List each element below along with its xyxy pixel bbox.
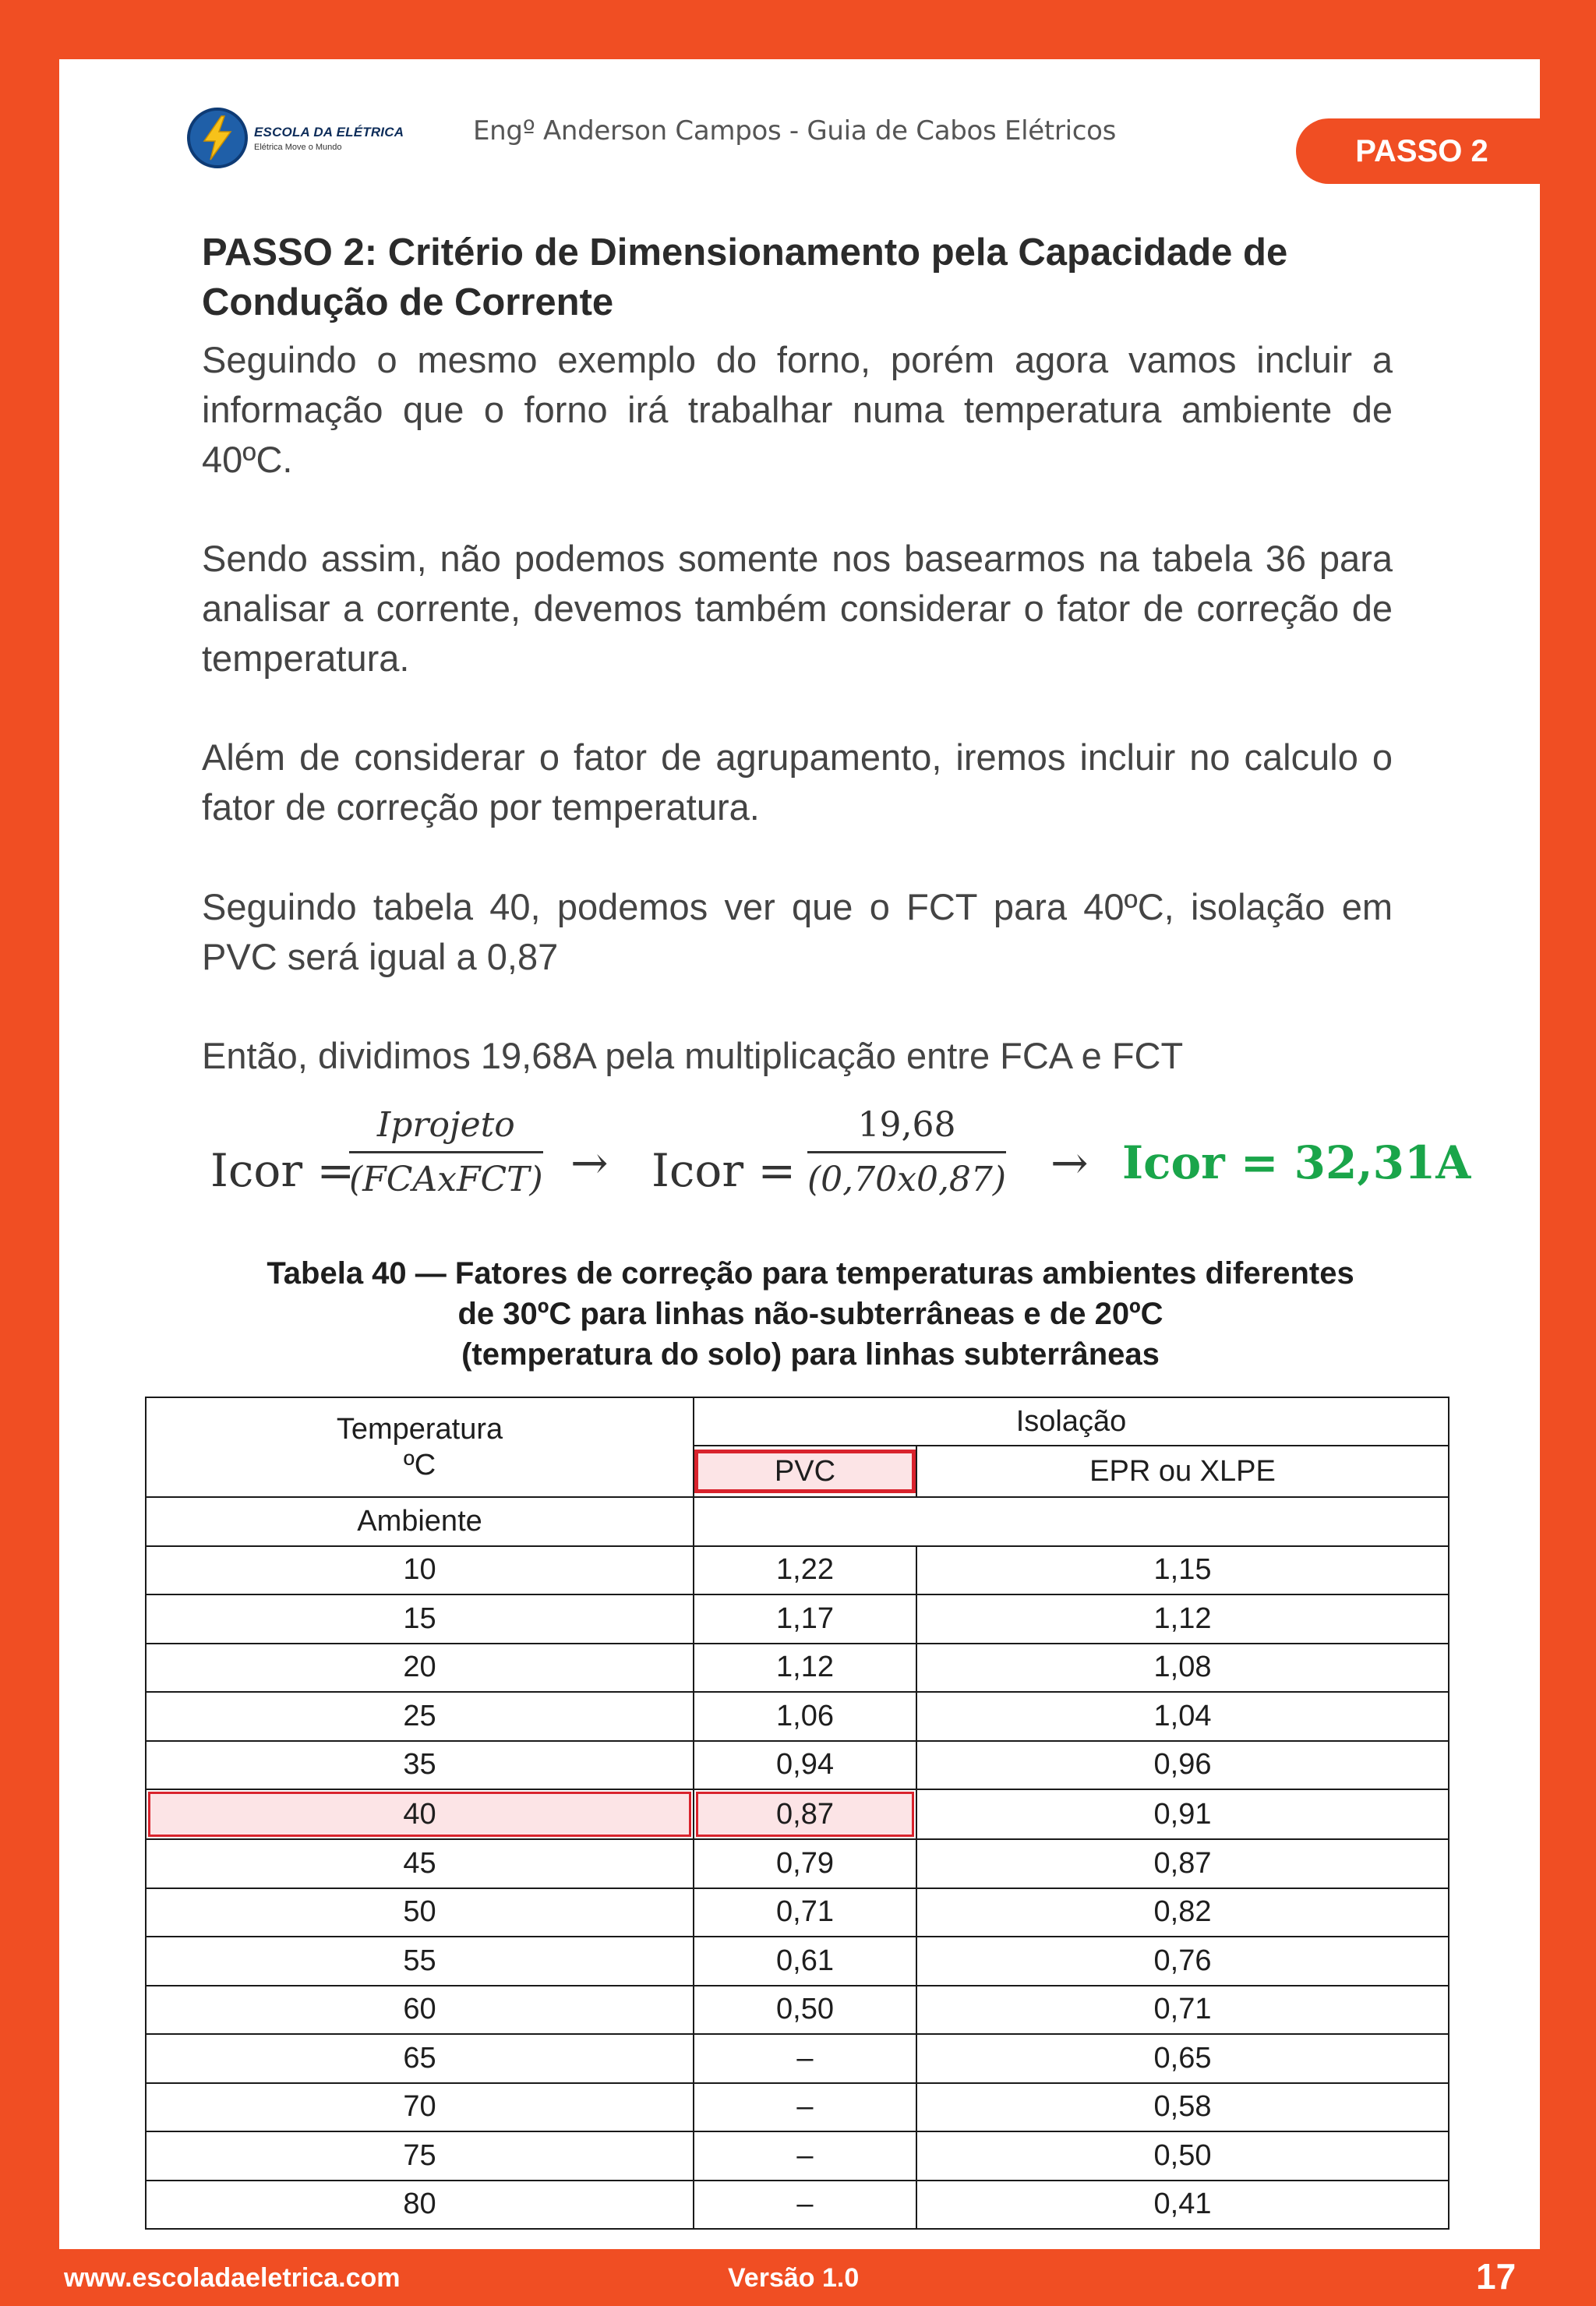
logo-subtitle: Elétrica Move o Mundo (254, 142, 342, 152)
cell-pvc (694, 1937, 916, 1986)
cell-temp (146, 2181, 694, 2230)
cell-epr (916, 1888, 1449, 1937)
paragraph-1: Seguindo o mesmo exemplo do forno, porém agora vamos incluir a informação que o forno irá trabalhar numa temperatura ambiente de 40ºC. (202, 339, 1393, 480)
cell-pvc-value: 0,71 (776, 1895, 834, 1929)
cell-pvc (694, 1546, 916, 1595)
cell-pvc-value: 1,22 (776, 1553, 834, 1587)
table-caption-line-3: (temperatura do solo) para linhas subterrâneas (461, 1337, 1160, 1372)
header-temperatura (146, 1397, 694, 1497)
logo (187, 108, 404, 168)
cell-epr (916, 1594, 1449, 1644)
cell-pvc-value: – (796, 2138, 814, 2172)
cell-epr (916, 1839, 1449, 1888)
cell-temp-value: 35 (403, 1748, 436, 1782)
table-row (146, 2083, 1449, 2132)
cell-epr-value: 0,96 (1153, 1748, 1212, 1782)
cell-temp-value: 10 (403, 1553, 436, 1587)
cell-epr-value: 0,87 (1153, 1846, 1212, 1880)
footer-version: Versão 1.0 (728, 2263, 860, 2293)
cell-pvc (694, 1644, 916, 1693)
cell-epr-value: 0,58 (1153, 2090, 1212, 2124)
header-ambiente: Ambiente (146, 1497, 694, 1546)
cell-pvc-value: 1,17 (776, 1601, 834, 1635)
table-caption-line-1: Tabela 40 — Fatores de correção para temperaturas ambientes diferentes (267, 1256, 1354, 1291)
table-row (146, 1789, 1449, 1839)
cell-epr (916, 1692, 1449, 1741)
cell-epr (916, 2131, 1449, 2181)
cell-pvc-value: 1,12 (776, 1651, 834, 1684)
cell-epr (916, 1789, 1449, 1839)
cell-epr (916, 1546, 1449, 1595)
cell-pvc (694, 1594, 916, 1644)
table-row (146, 2131, 1449, 2181)
header-author: Engº Anderson Campos - Guia de Cabos Elétricos (473, 115, 1117, 147)
cell-pvc-value: – (796, 2090, 814, 2124)
cell-temp-value: 50 (403, 1895, 436, 1929)
cell-pvc (694, 2131, 916, 2181)
paragraph-3: Além de considerar o fator de agrupamento, iremos incluir no calculo o fator de correção por temperatura. (202, 736, 1393, 828)
cell-temp (146, 2034, 694, 2083)
table-row (146, 1986, 1449, 2035)
cell-temp (146, 2131, 694, 2181)
header-isolacao: Isolação (694, 1397, 1449, 1446)
cell-temp (146, 1546, 694, 1595)
formula-arrow-2: → (1050, 1136, 1089, 1189)
cell-epr-value: 0,50 (1153, 2138, 1212, 2172)
formula-lhs-2: Icor = (651, 1144, 796, 1197)
header-empty (694, 1497, 1449, 1546)
cell-temp-value: 15 (403, 1601, 436, 1635)
cell-temp-value: 75 (403, 2138, 436, 2172)
cell-temp (146, 1741, 694, 1790)
formula-fraction-1 (349, 1105, 543, 1199)
cell-epr (916, 1937, 1449, 1986)
table-row (146, 1741, 1449, 1790)
footer-url[interactable]: www.escoladaeletrica.com (64, 2263, 401, 2293)
header-temperatura-label: Temperatura (336, 1413, 503, 1446)
cell-epr-value: 0,65 (1153, 2041, 1212, 2075)
table-caption-line-2: de 30ºC para linhas não-subterrâneas e de 20ºC (457, 1297, 1163, 1331)
paragraph-4: Seguindo tabela 40, podemos ver que o FCT para 40ºC, isolação em PVC será igual a 0,87 (202, 886, 1393, 977)
table-row (146, 1839, 1449, 1888)
formula-numerator-1: Iprojeto (349, 1105, 543, 1153)
cell-epr (916, 2181, 1449, 2230)
cell-pvc (694, 1888, 916, 1937)
cell-temp-value: 45 (403, 1846, 436, 1880)
table-row (146, 1937, 1449, 1986)
cell-pvc-value: 0,79 (776, 1846, 834, 1880)
correction-factor-table (145, 1397, 1449, 2230)
table-row (146, 2034, 1449, 2083)
cell-epr (916, 1644, 1449, 1693)
cell-temp (146, 2083, 694, 2132)
cell-pvc (694, 1986, 916, 2035)
cell-pvc (694, 2034, 916, 2083)
page-number: 17 (1476, 2256, 1517, 2297)
formula-denominator-2: (0,70x0,87) (807, 1160, 1007, 1199)
cell-temp (146, 1937, 694, 1986)
cell-pvc (694, 1839, 916, 1888)
cell-pvc (694, 1692, 916, 1741)
cell-pvc-value: 0,50 (776, 1993, 834, 2026)
cell-epr-value: 0,91 (1153, 1797, 1212, 1831)
cell-temp (146, 1839, 694, 1888)
table-caption (140, 1253, 1481, 1375)
header-epr-xlpe: EPR ou XLPE (916, 1446, 1449, 1497)
cell-pvc (694, 1741, 916, 1790)
cell-temp-value: 65 (403, 2041, 436, 2075)
formula-arrow-1: → (570, 1136, 609, 1189)
table-row (146, 1692, 1449, 1741)
cell-epr-value: 0,41 (1153, 2188, 1212, 2221)
logo-title: ESCOLA DA ELÉTRICA (254, 124, 404, 139)
cell-temp (146, 1644, 694, 1693)
cell-temp (146, 1986, 694, 2035)
lightning-bolt-icon (187, 108, 248, 168)
cell-epr-value: 0,71 (1153, 1993, 1212, 2026)
formula (210, 1105, 1471, 1222)
formula-lhs-1: Icor = (210, 1144, 355, 1197)
cell-temp (146, 1594, 694, 1644)
cell-epr-value: 0,82 (1153, 1895, 1212, 1929)
cell-temp-value: 40 (148, 1792, 691, 1837)
cell-epr (916, 2034, 1449, 2083)
header-temperatura-unit: ºC (403, 1449, 436, 1481)
formula-result: Icor = 32,31A (1122, 1136, 1471, 1189)
cell-temp (146, 1789, 694, 1839)
cell-epr (916, 1986, 1449, 2035)
table-row (146, 2181, 1449, 2230)
cell-temp (146, 1888, 694, 1937)
cell-epr-value: 1,08 (1153, 1651, 1212, 1684)
cell-epr-value: 1,15 (1153, 1553, 1212, 1587)
section-title: PASSO 2: Critério de Dimensionamento pela Capacidade de Condução de Corrente (202, 231, 1288, 323)
cell-pvc-value: 0,94 (776, 1748, 834, 1782)
formula-denominator-1: (FCAxFCT) (349, 1160, 543, 1199)
paragraph-2: Sendo assim, não podemos somente nos basearmos na tabela 36 para analisar a corrente, devemos também considerar o fator de correção de temperatura. (202, 538, 1393, 679)
cell-temp-value: 25 (403, 1699, 436, 1732)
formula-fraction-2 (807, 1105, 1006, 1199)
cell-pvc-value: 1,06 (776, 1699, 834, 1732)
formula-numerator-2: 19,68 (807, 1105, 1006, 1153)
cell-temp-value: 20 (403, 1651, 436, 1684)
cell-epr-value: 1,04 (1153, 1699, 1212, 1732)
cell-temp-value: 60 (403, 1993, 436, 2026)
cell-pvc-value: 0,61 (776, 1944, 834, 1977)
cell-pvc (694, 2083, 916, 2132)
cell-temp-value: 80 (403, 2188, 436, 2221)
table-row (146, 1888, 1449, 1937)
cell-epr (916, 2083, 1449, 2132)
step-tab: PASSO 2 (1296, 118, 1540, 184)
cell-epr-value: 1,12 (1153, 1601, 1212, 1635)
cell-pvc (694, 2181, 916, 2230)
table-row (146, 1594, 1449, 1644)
cell-temp-value: 55 (403, 1944, 436, 1977)
paragraph-5: Então, dividimos 19,68A pela multiplicação entre FCA e FCT (202, 1035, 1184, 1076)
header-pvc-highlight: PVC (694, 1450, 916, 1493)
cell-pvc-value: – (796, 2188, 814, 2221)
cell-pvc-value: 0,87 (696, 1792, 914, 1837)
cell-temp-value: 70 (403, 2090, 436, 2124)
table-row (146, 1644, 1449, 1693)
table-row (146, 1546, 1449, 1595)
cell-epr (916, 1741, 1449, 1790)
cell-pvc-value: – (796, 2041, 814, 2075)
cell-epr-value: 0,76 (1153, 1944, 1212, 1977)
header-pvc (694, 1446, 916, 1497)
cell-pvc (694, 1789, 916, 1839)
cell-temp (146, 1692, 694, 1741)
